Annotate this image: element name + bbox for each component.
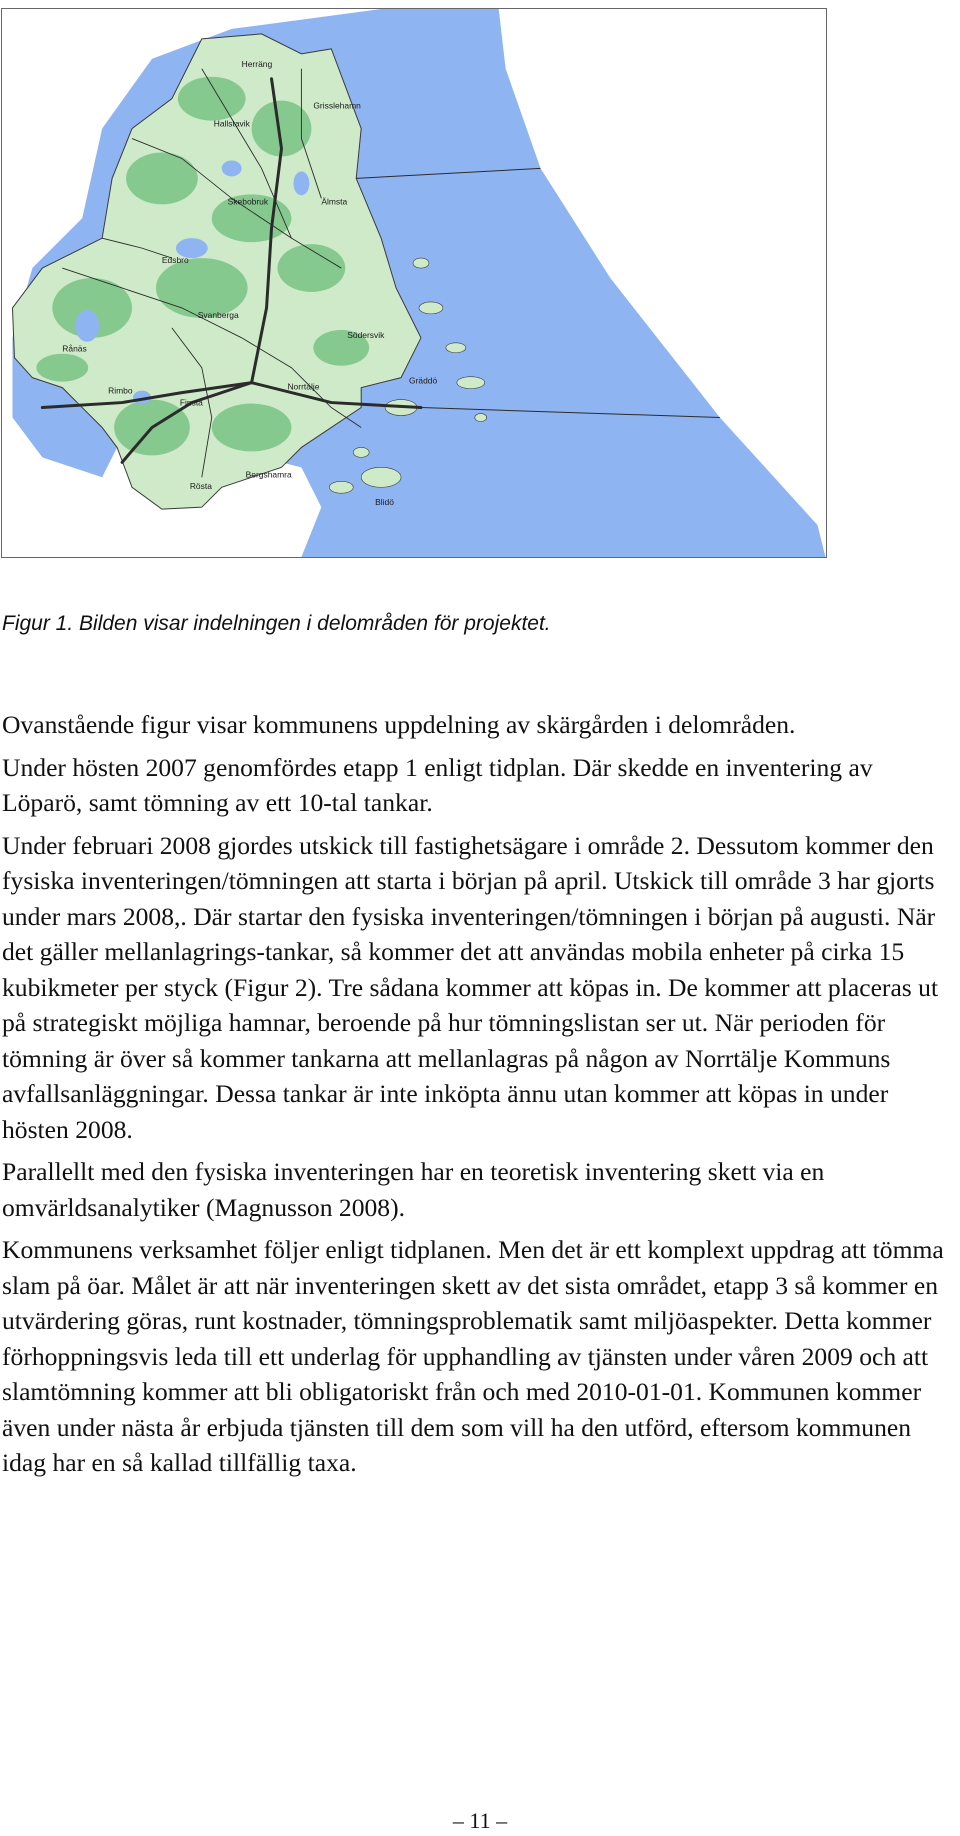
label-svanberga: Svanberga — [197, 309, 239, 320]
label-norrtalje: Norrtälje — [287, 381, 320, 392]
paragraph: Kommunens verksamhet följer enligt tidplanen. Men det är ett komplext uppdrag att tömma slam på öar. Målet är att när inventeringen skett av det sista området, etapp 3 så kommer en utvärdering göras, runt kostnader, tömningsproblematik samt miljöaspekter. Detta kommer förhoppningsvis leda till ett underlag för upphandling av tjänsten under våren 2009 och att slamtömning kommer att bli obligatoriskt från och med 2010-01-01. Kommunen kommer även under nästa år erbjuda tjänsten till dem som vill ha den utförd, eftersom kommunen idag har en så kallad tillfällig taxa. — [2, 1235, 944, 1477]
map-graphic — [2, 9, 826, 557]
page-number: – 11 – — [452, 1808, 508, 1833]
label-hallstavik: Hallstavik — [213, 118, 250, 129]
label-bergshamra: Bergshamra — [245, 469, 292, 480]
label-rimbo: Rimbo — [108, 385, 133, 396]
label-grisslehamn: Grisslehamn — [313, 100, 361, 111]
label-herrang: Herräng — [241, 58, 273, 69]
label-almsta: Älmsta — [321, 196, 348, 207]
paragraph: Under hösten 2007 genomfördes etapp 1 enligt tidplan. Där skedde en inventering av Löparö, samt tömning av ett 10-tal tankar. — [2, 752, 873, 817]
label-sodersvik: Södersvik — [347, 329, 385, 340]
label-blido: Blidö — [375, 497, 394, 508]
municipality-map-figure — [1, 8, 827, 558]
label-rosta: Rösta — [189, 481, 212, 492]
label-finsta: Finsta — [179, 397, 203, 408]
figure-caption: Figur 1. Bilden visar indelningen i delområden för projektet. — [2, 612, 551, 635]
paragraph: Parallellt med den fysiska inventeringen har en teoretisk inventering skett via en omvärldsanalytiker (Magnusson 2008). — [2, 1157, 825, 1222]
body-text — [2, 707, 957, 1488]
label-edsbro: Edsbro — [161, 255, 189, 266]
label-skebobruk: Skebobruk — [227, 196, 269, 207]
label-graddo: Gräddö — [409, 375, 438, 386]
paragraph: Ovanstående figur visar kommunens uppdelning av skärgården i delområden. — [2, 710, 796, 739]
paragraph: Under februari 2008 gjordes utskick till fastighetsägare i område 2. Dessutom kommer den fysiska inventeringen/tömningen att starta i början på april. Utskick till område 3 har gjorts under mars 2008,. Där startar den fysiska inventeringen/tömningen i början på augusti. När det gäller mellanlagrings-tankar, så kommer det att användas mobila enheter på cirka 15 kubikmeter per styck (Figur 2). Tre sådana kommer att köpas in. De kommer att placeras ut på strategiskt möjliga hamnar, beroende på hur tömningslistan ser ut. När perioden för tömning är över så kommer tankarna att mellanlagras på någon av Norrtälje Kommuns avfallsanläggningar. Dessa tankar är inte inköpta ännu utan kommer att köpas in under hösten 2008. — [2, 830, 939, 1144]
label-ranas: Rånäs — [62, 343, 87, 354]
